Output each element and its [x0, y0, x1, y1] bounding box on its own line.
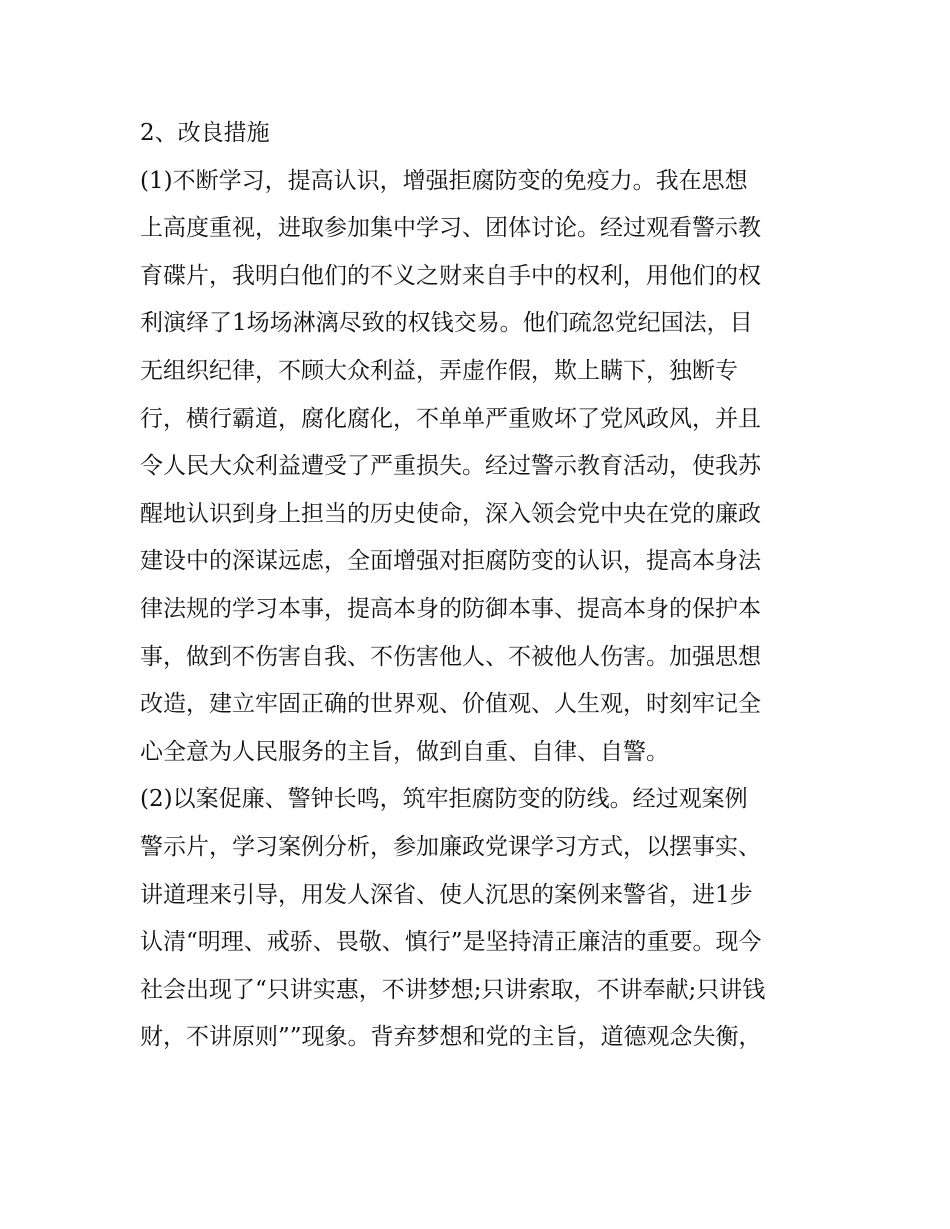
- paragraph-line: 社会出现了“只讲实惠，不讲梦想;只讲索取，不讲奉献;只讲钱: [140, 976, 766, 1003]
- paragraph-line: 认清“明理、戒骄、畏敬、慎行”是坚持清正廉洁的重要。现今: [140, 929, 762, 956]
- paragraph-line: 财，不讲原则””现象。背弃梦想和党的主旨，道德观念失衡，: [140, 1024, 762, 1051]
- paragraph-line: 讲道理来引导，用发人深省、使人沉思的案例来警省，进1步: [140, 881, 753, 908]
- paragraph-line: 无组织纪律，不顾大众利益，弄虚作假，欺上瞒下，独断专: [140, 357, 738, 384]
- section-heading: 2、改良措施: [140, 120, 270, 146]
- paragraph-line: 律法规的学习本事，提高本身的防御本事、提高本身的保护本: [140, 595, 761, 622]
- paragraph-line: 上高度重视，进取参加集中学习、团体讨论。经过观看警示教: [140, 215, 761, 242]
- paragraph-line: 事，做到不伤害自我、不伤害他人、不被他人伤害。加强思想: [140, 643, 761, 670]
- paragraph-line: 改造，建立牢固正确的世界观、价值观、人生观，时刻牢记全: [140, 691, 761, 718]
- paragraph-line: 心全意为人民服务的主旨，做到自重、自律、自警。: [140, 738, 669, 765]
- paragraph-line: 警示片，学习案例分析，参加廉政党课学习方式，以摆事实、: [140, 833, 761, 860]
- paragraph-line: (1)不断学习，提高认识，增强拒腐防变的免疫力。我在思想: [140, 167, 748, 194]
- paragraph-line: 建设中的深谋远虑，全面增强对拒腐防变的认识，提高本身法: [140, 548, 761, 575]
- paragraph-line: 令人民大众利益遭受了严重损失。经过警示教育活动，使我苏: [140, 453, 761, 480]
- paragraph-line: 行，横行霸道，腐化腐化，不单单严重败坏了党风政风，并且: [140, 405, 761, 432]
- paragraph-line: 醒地认识到身上担当的历史使命，深入领会党中央在党的廉政: [140, 500, 761, 527]
- paragraph-line: 育碟片，我明白他们的不义之财来自手中的权利，用他们的权: [140, 262, 761, 289]
- paragraph-line: 利演绎了1场场淋漓尽致的权钱交易。他们疏忽党纪国法，目: [140, 310, 753, 337]
- document-body: [140, 110, 820, 1062]
- paragraph-line: (2)以案促廉、警钟长鸣，筑牢拒腐防变的防线。经过观案例: [140, 786, 748, 813]
